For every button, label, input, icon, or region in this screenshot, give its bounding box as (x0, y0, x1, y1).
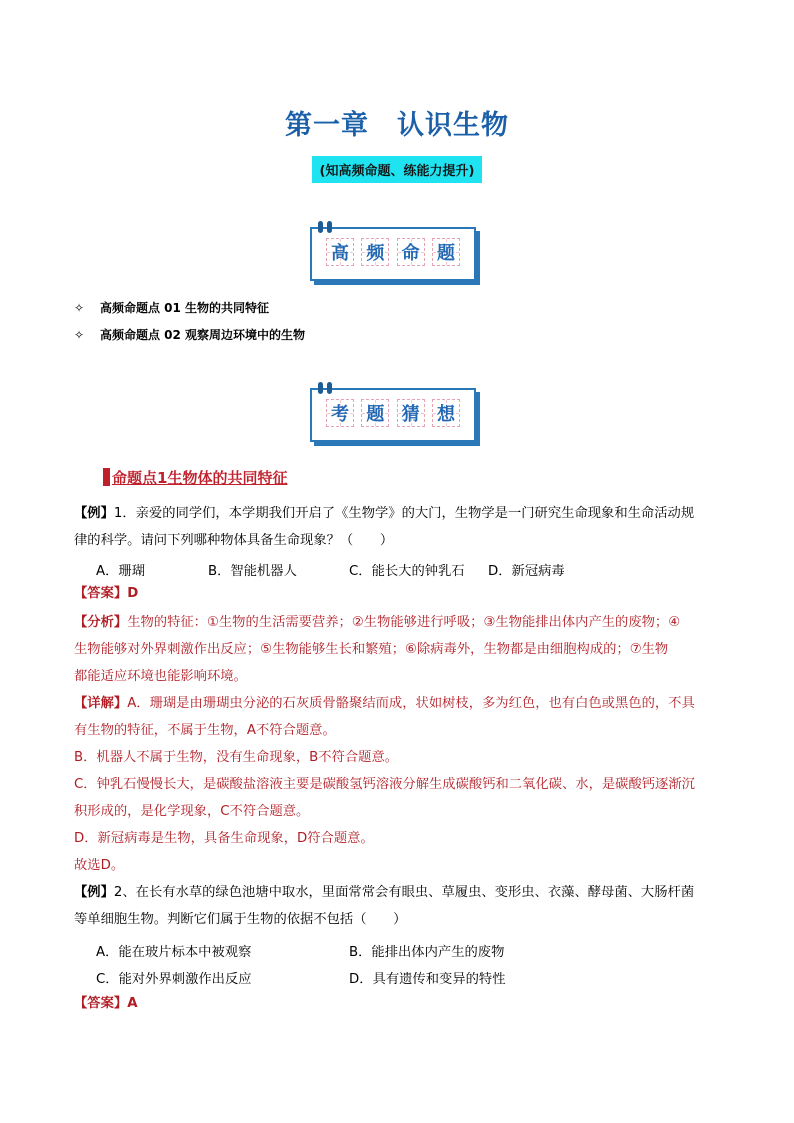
toc-item: ✧ 高频命题点 01 生物的共同特征 (74, 301, 270, 315)
option-a: A．能在玻片标本中被观察 (96, 945, 252, 960)
answer-line: 【答案】A (74, 996, 138, 1011)
diamond-bullet-icon: ✧ (74, 301, 85, 315)
detail-line: 【详解】A．珊瑚是由珊瑚虫分泌的石灰质骨骼聚结而成，状如树枝，多为红色，也有白色或黑色的，不具 (74, 696, 695, 711)
banner-char: 频 (361, 238, 389, 266)
question-2-line: 等单细胞生物。判断它们属于生物的依据不包括（ ） (74, 912, 407, 927)
detail-line: 积形成的，是化学现象，C不符合题意。 (74, 804, 310, 819)
toc-item: ✧ 高频命题点 02 观察周边环境中的生物 (74, 328, 306, 342)
option-d: D．具有遗传和变异的特性 (349, 972, 506, 987)
option-b: B．能排出体内产生的废物 (349, 945, 505, 960)
banner-char: 考 (326, 399, 354, 427)
banner-char: 高 (326, 238, 354, 266)
option-c: C．能长大的钟乳石 (349, 564, 465, 579)
option-b: B．智能机器人 (208, 564, 297, 579)
analysis-line: 生物能够对外界刺激作出反应；⑤生物能够生长和繁殖；⑥除病毒外，生物都是由细胞构成的；⑦生物 (74, 642, 669, 657)
analysis-line: 都能适应环境也能影响环境。 (74, 669, 247, 684)
section-marker-icon (103, 468, 110, 486)
option-d: D．新冠病毒 (488, 564, 565, 579)
banner-high-frequency (310, 227, 476, 281)
question-1-line: 【例】1．亲爱的同学们，本学期我们开启了《生物学》的大门，生物学是一门研究生命现象和生命活动规 (74, 506, 695, 521)
banner-char: 题 (432, 238, 460, 266)
banner-exam-guess (310, 388, 476, 442)
chapter-subtitle: (知高频命题、练能力提升) (312, 156, 483, 183)
section-heading: 命题点1生物体的共同特征 (103, 467, 287, 488)
question-1-line: 律的科学。请问下列哪种物体具备生命现象？（ ） (74, 533, 394, 548)
banner-char: 猜 (397, 399, 425, 427)
banner-char: 题 (361, 399, 389, 427)
analysis-line: 【分析】生物的特征：①生物的生活需要营养；②生物能够进行呼吸；③生物能排出体内产生的废物；④ (74, 615, 681, 630)
detail-line: B．机器人不属于生物，没有生命现象，B不符合题意。 (74, 750, 399, 765)
diamond-bullet-icon: ✧ (74, 328, 85, 342)
detail-line: D．新冠病毒是生物，具备生命现象，D符合题意。 (74, 831, 374, 846)
question-2-line: 【例】2、在长有水草的绿色池塘中取水，里面常常会有眼虫、草履虫、变形虫、衣藻、酵母菌、大肠杆菌 (74, 885, 695, 900)
chapter-title: 第一章 认识生物 (285, 110, 509, 141)
banner-char: 命 (397, 238, 425, 266)
conclusion-line: 故选D。 (74, 858, 125, 873)
answer-line: 【答案】D (74, 586, 139, 601)
banner-char: 想 (432, 399, 460, 427)
option-c: C．能对外界刺激作出反应 (96, 972, 252, 987)
detail-line: C．钟乳石慢慢长大，是碳酸盐溶液主要是碳酸氢钙溶液分解生成碳酸钙和二氧化碳、水，是碳酸钙逐渐沉 (74, 777, 695, 792)
option-a: A．珊瑚 (96, 564, 145, 579)
detail-line: 有生物的特征，不属于生物，A不符合题意。 (74, 723, 336, 738)
